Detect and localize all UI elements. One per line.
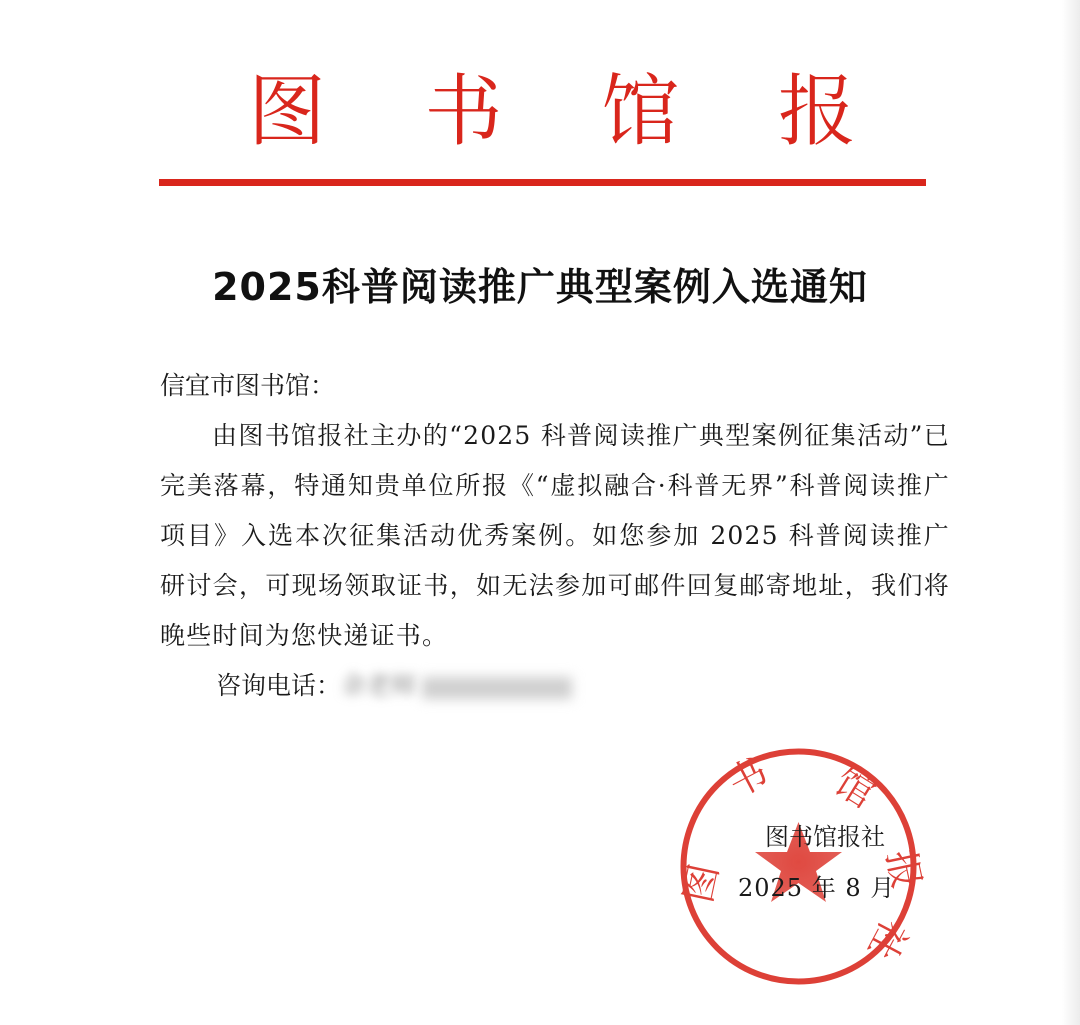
seal-char-1: 图 — [675, 860, 727, 907]
masthead-char-2: 书 — [424, 67, 503, 157]
seal-char-5: 社 — [859, 912, 916, 968]
seal-char-2: 书 — [720, 749, 776, 806]
contact-line — [160, 661, 1006, 711]
official-seal-stamp — [675, 744, 930, 989]
masthead — [160, 62, 926, 162]
salutation: 信宜市图书馆： — [160, 371, 336, 400]
contact-number-redacted — [422, 677, 572, 699]
page-edge-shadow — [1062, 0, 1080, 1025]
signature-date: 2025 年 8 月 — [738, 874, 896, 902]
document-title: 2025科普阅读推广典型案例入选通知 — [212, 265, 868, 309]
contact-label: 咨询电话： — [216, 671, 342, 700]
seal-char-4: 报 — [878, 846, 930, 893]
contact-name-redacted: 余老师 — [341, 671, 417, 700]
masthead-char-1: 图 — [248, 67, 327, 157]
masthead-char-3: 馆 — [601, 67, 680, 157]
body-paragraph: 由图书馆报社主办的“2025 科普阅读推广典型案例征集活动”已完美落幕，特通知贵单位所报《“虚拟融合·科普无界”科普阅读推广项目》入选本次征集活动优秀案例。如您参加 2025 科普阅读推广研讨会，可现场领取证书，如无法参加可邮件回复邮寄地址，我们将晚些时间为您快递证书。 — [160, 421, 950, 650]
signature-organization: 图书馆报社 — [765, 823, 885, 851]
header-divider — [159, 179, 926, 186]
seal-char-3: 馆 — [827, 759, 883, 817]
masthead-char-4: 报 — [777, 67, 856, 157]
